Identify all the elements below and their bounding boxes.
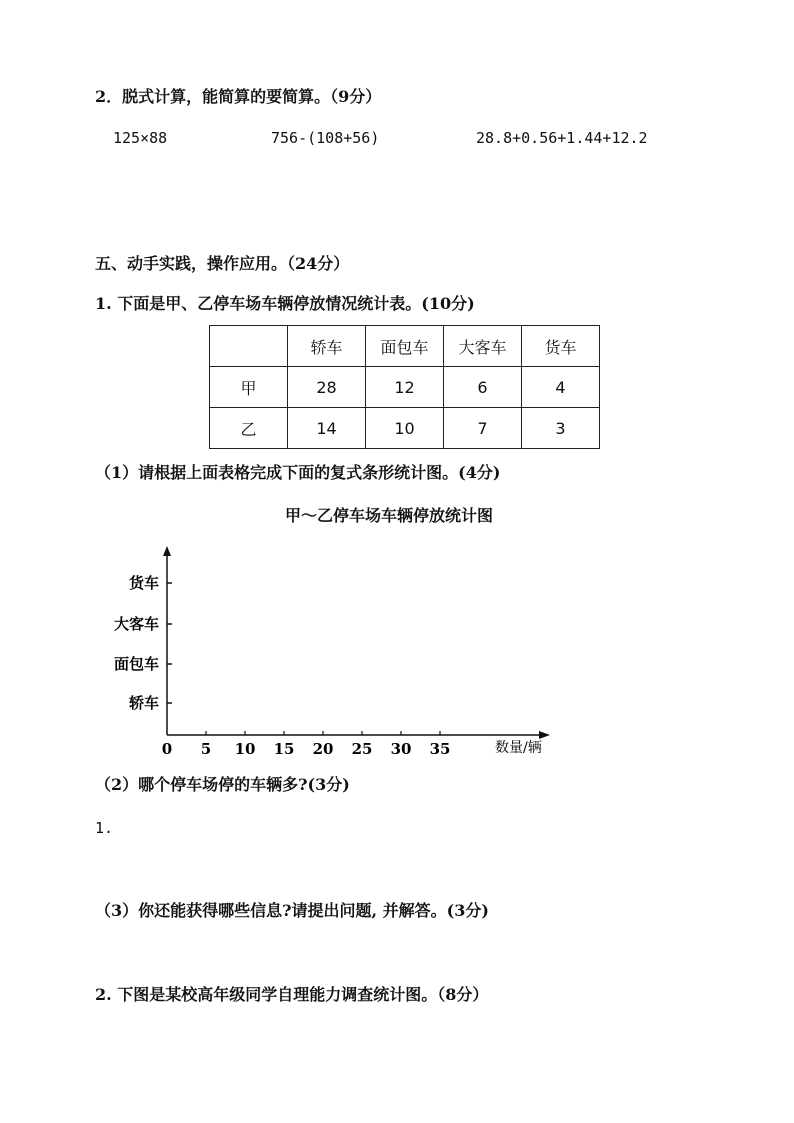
chart-category-labels — [114, 574, 159, 712]
bar-chart — [95, 540, 565, 760]
sub-question-2: （2）哪个停车场停的车辆多?(3分) — [95, 775, 350, 794]
chart-axes — [163, 546, 550, 739]
table-header-cell: 大客车 — [444, 326, 522, 367]
category-label: 货车 — [128, 574, 159, 592]
x-tick-label: 35 — [429, 740, 451, 758]
table-cell: 10 — [366, 408, 444, 449]
x-tick-label: 10 — [234, 740, 256, 758]
table-corner-cell — [210, 326, 288, 367]
table-header-cell: 面包车 — [366, 326, 444, 367]
y-axis-arrow — [163, 546, 171, 556]
chart-title: 甲～乙停车场车辆停放统计图 — [285, 506, 494, 525]
table-header-cell: 货车 — [522, 326, 600, 367]
sub-question-1: （1）请根据上面表格完成下面的复式条形统计图。(4分) — [95, 463, 501, 482]
category-label: 轿车 — [128, 694, 159, 712]
x-tick-label: 20 — [312, 740, 334, 758]
table-row — [210, 408, 600, 449]
table-cell: 7 — [444, 408, 522, 449]
table-header-row — [210, 326, 600, 367]
answer-line-1: 1. — [95, 819, 114, 837]
category-label: 大客车 — [113, 615, 159, 633]
x-tick-label: 30 — [390, 740, 412, 758]
table-cell: 6 — [444, 367, 522, 408]
sub-question-3: （3）你还能获得哪些信息?请提出问题, 并解答。(3分) — [95, 901, 489, 920]
table-cell: 12 — [366, 367, 444, 408]
x-tick-label: 15 — [273, 740, 295, 758]
expression-1: 125×88 — [113, 129, 168, 147]
table-row-label: 乙 — [210, 408, 288, 449]
chart-tick-labels — [162, 740, 451, 758]
table-row-label: 甲 — [210, 367, 288, 408]
problem1-heading: 1. 下面是甲、乙停车场车辆停放情况统计表。(10分) — [95, 294, 475, 313]
x-axis-label: 数量/辆 — [495, 740, 542, 756]
table-row — [210, 367, 600, 408]
table-cell: 28 — [288, 367, 366, 408]
parking-table — [209, 325, 600, 449]
x-tick-label: 5 — [200, 740, 212, 758]
expression-2: 756-(108+56) — [271, 129, 380, 147]
table-cell: 14 — [288, 408, 366, 449]
table-cell: 4 — [522, 367, 600, 408]
x-tick-label: 25 — [351, 740, 373, 758]
expression-3: 28.8+0.56+1.44+12.2 — [476, 129, 648, 147]
calc-heading: 2．脱式计算，能简算的要简算。（9分） — [95, 87, 382, 106]
x-axis-arrow — [539, 731, 550, 739]
table-header-cell: 轿车 — [288, 326, 366, 367]
x-tick-label: 0 — [161, 740, 173, 758]
table-cell: 3 — [522, 408, 600, 449]
category-label: 面包车 — [113, 655, 159, 673]
problem2-heading: 2. 下图是某校高年级同学自理能力调查统计图。（8分） — [95, 985, 489, 1004]
section-heading: 五、动手实践，操作应用。（24分） — [95, 254, 350, 273]
